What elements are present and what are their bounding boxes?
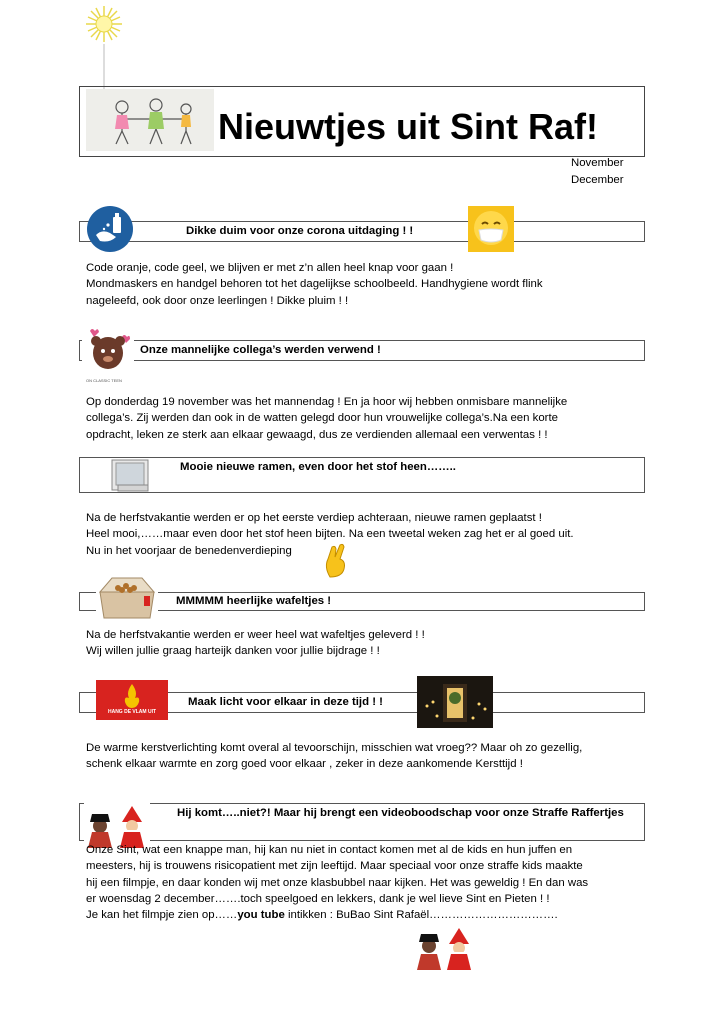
youtube-link[interactable]: you tube — [237, 909, 285, 921]
section-5-body: De warme kerstverlichting komt overal al tevoorschijn, misschien wat vroeg?? Maar oh zo gezellig, schenk elkaar warmte en zorg goed voor elkaar , zeker in deze aankomende Kersttijd ! — [86, 742, 583, 771]
section-3-body: Na de herfstvakantie werden er op het eerste verdiep achteraan, nieuwe ramen geplaatst ! Heel mooi,……maar even door het stof heen bijten. Na een tweetal weken zag het er al goed uit. Nu in het voorjaar de benedenverdieping — [86, 512, 574, 557]
section-3-title: Mooie nieuwe ramen, even door het stof heen…….. — [180, 461, 456, 473]
handwash-icon — [86, 205, 134, 253]
mask-emoji-icon — [468, 206, 514, 252]
window-icon — [110, 458, 152, 494]
section-4-body: Na de herfstvakantie werden er weer heel wat wafeltjes geleverd ! ! Wij willen jullie graag harteijk danken voor jullie bijdrage ! ! — [86, 629, 425, 658]
kids-drawing-icon — [86, 89, 214, 151]
section-6-title: Hij komt…..niet?! Maar hij brengt een videoboodschap voor onze Straffe Raffertjes — [177, 807, 624, 819]
flag-icon — [96, 680, 168, 720]
youtube-suffix: intikken : BuBao Sint Rafaël……………………………. — [284, 909, 558, 921]
section-6-body: Onze Sint, wat een knappe man, hij kan nu niet in contact komen met al de kids en hun juffen en meesters, hij is trouwens risicopatient met zijn leeftijd. Maar speciaal voor onze straffe kids maakte hij een filmpje, en daar konden wij met onze klasbubbel naar kijken. Het was geweldig ! En dan was er woensdag 2 december…….toch speelgoed en lekkers, dank je wel lieve Sint en Pieten ! ! — [86, 844, 589, 906]
section-2-title: Onze mannelijke collega’s werden verwend ! — [140, 344, 381, 356]
waffle-box-icon — [96, 574, 158, 620]
date-month-2: December — [571, 174, 624, 186]
lit-door-icon — [417, 676, 493, 728]
section-1-body: Code oranje, code geel, we blijven er met z’n allen heel knap voor gaan ! Mondmaskers en handgel behoren tot het dagelijkse schoolbeeld. Handhygiene wordt flink nageleefd, ook door onze leerlingen ! Dikke pluim ! ! — [86, 262, 543, 307]
section-4-box — [79, 592, 645, 611]
page-title: Nieuwtjes uit Sint Raf! — [218, 106, 599, 147]
mannendag-caption: ON CLASSIC TEEN — [86, 378, 122, 383]
section-1-title: Dikke duim voor onze corona uitdaging ! ! — [186, 225, 414, 237]
youtube-prefix: Je kan het filmpje zien op…… — [86, 909, 238, 921]
sinterklaas-bottom-icon — [409, 926, 481, 970]
section-6-last-line — [86, 907, 686, 923]
section-5-title: Maak licht voor elkaar in deze tijd ! ! — [188, 696, 383, 708]
flag-caption: HANG DE VLAM UIT — [107, 709, 157, 715]
crossed-fingers-icon — [320, 543, 352, 579]
section-2-body: Op donderdag 19 november was het mannendag ! En ja hoor wij hebben onmisbare mannelijke collega’s. Zij werden dan ook in de watten gelegd door hun vrouwelijke collega’s.Na een korte opdracht, leken ze sterk aan elkaar gewaagd, dus ze verdienden allemaal een verwentas ! ! — [86, 396, 568, 441]
section-4-title: MMMMM heerlijke wafeltjes ! — [176, 595, 332, 607]
date-month-1: November — [571, 157, 624, 169]
teddy-icon — [82, 325, 134, 383]
